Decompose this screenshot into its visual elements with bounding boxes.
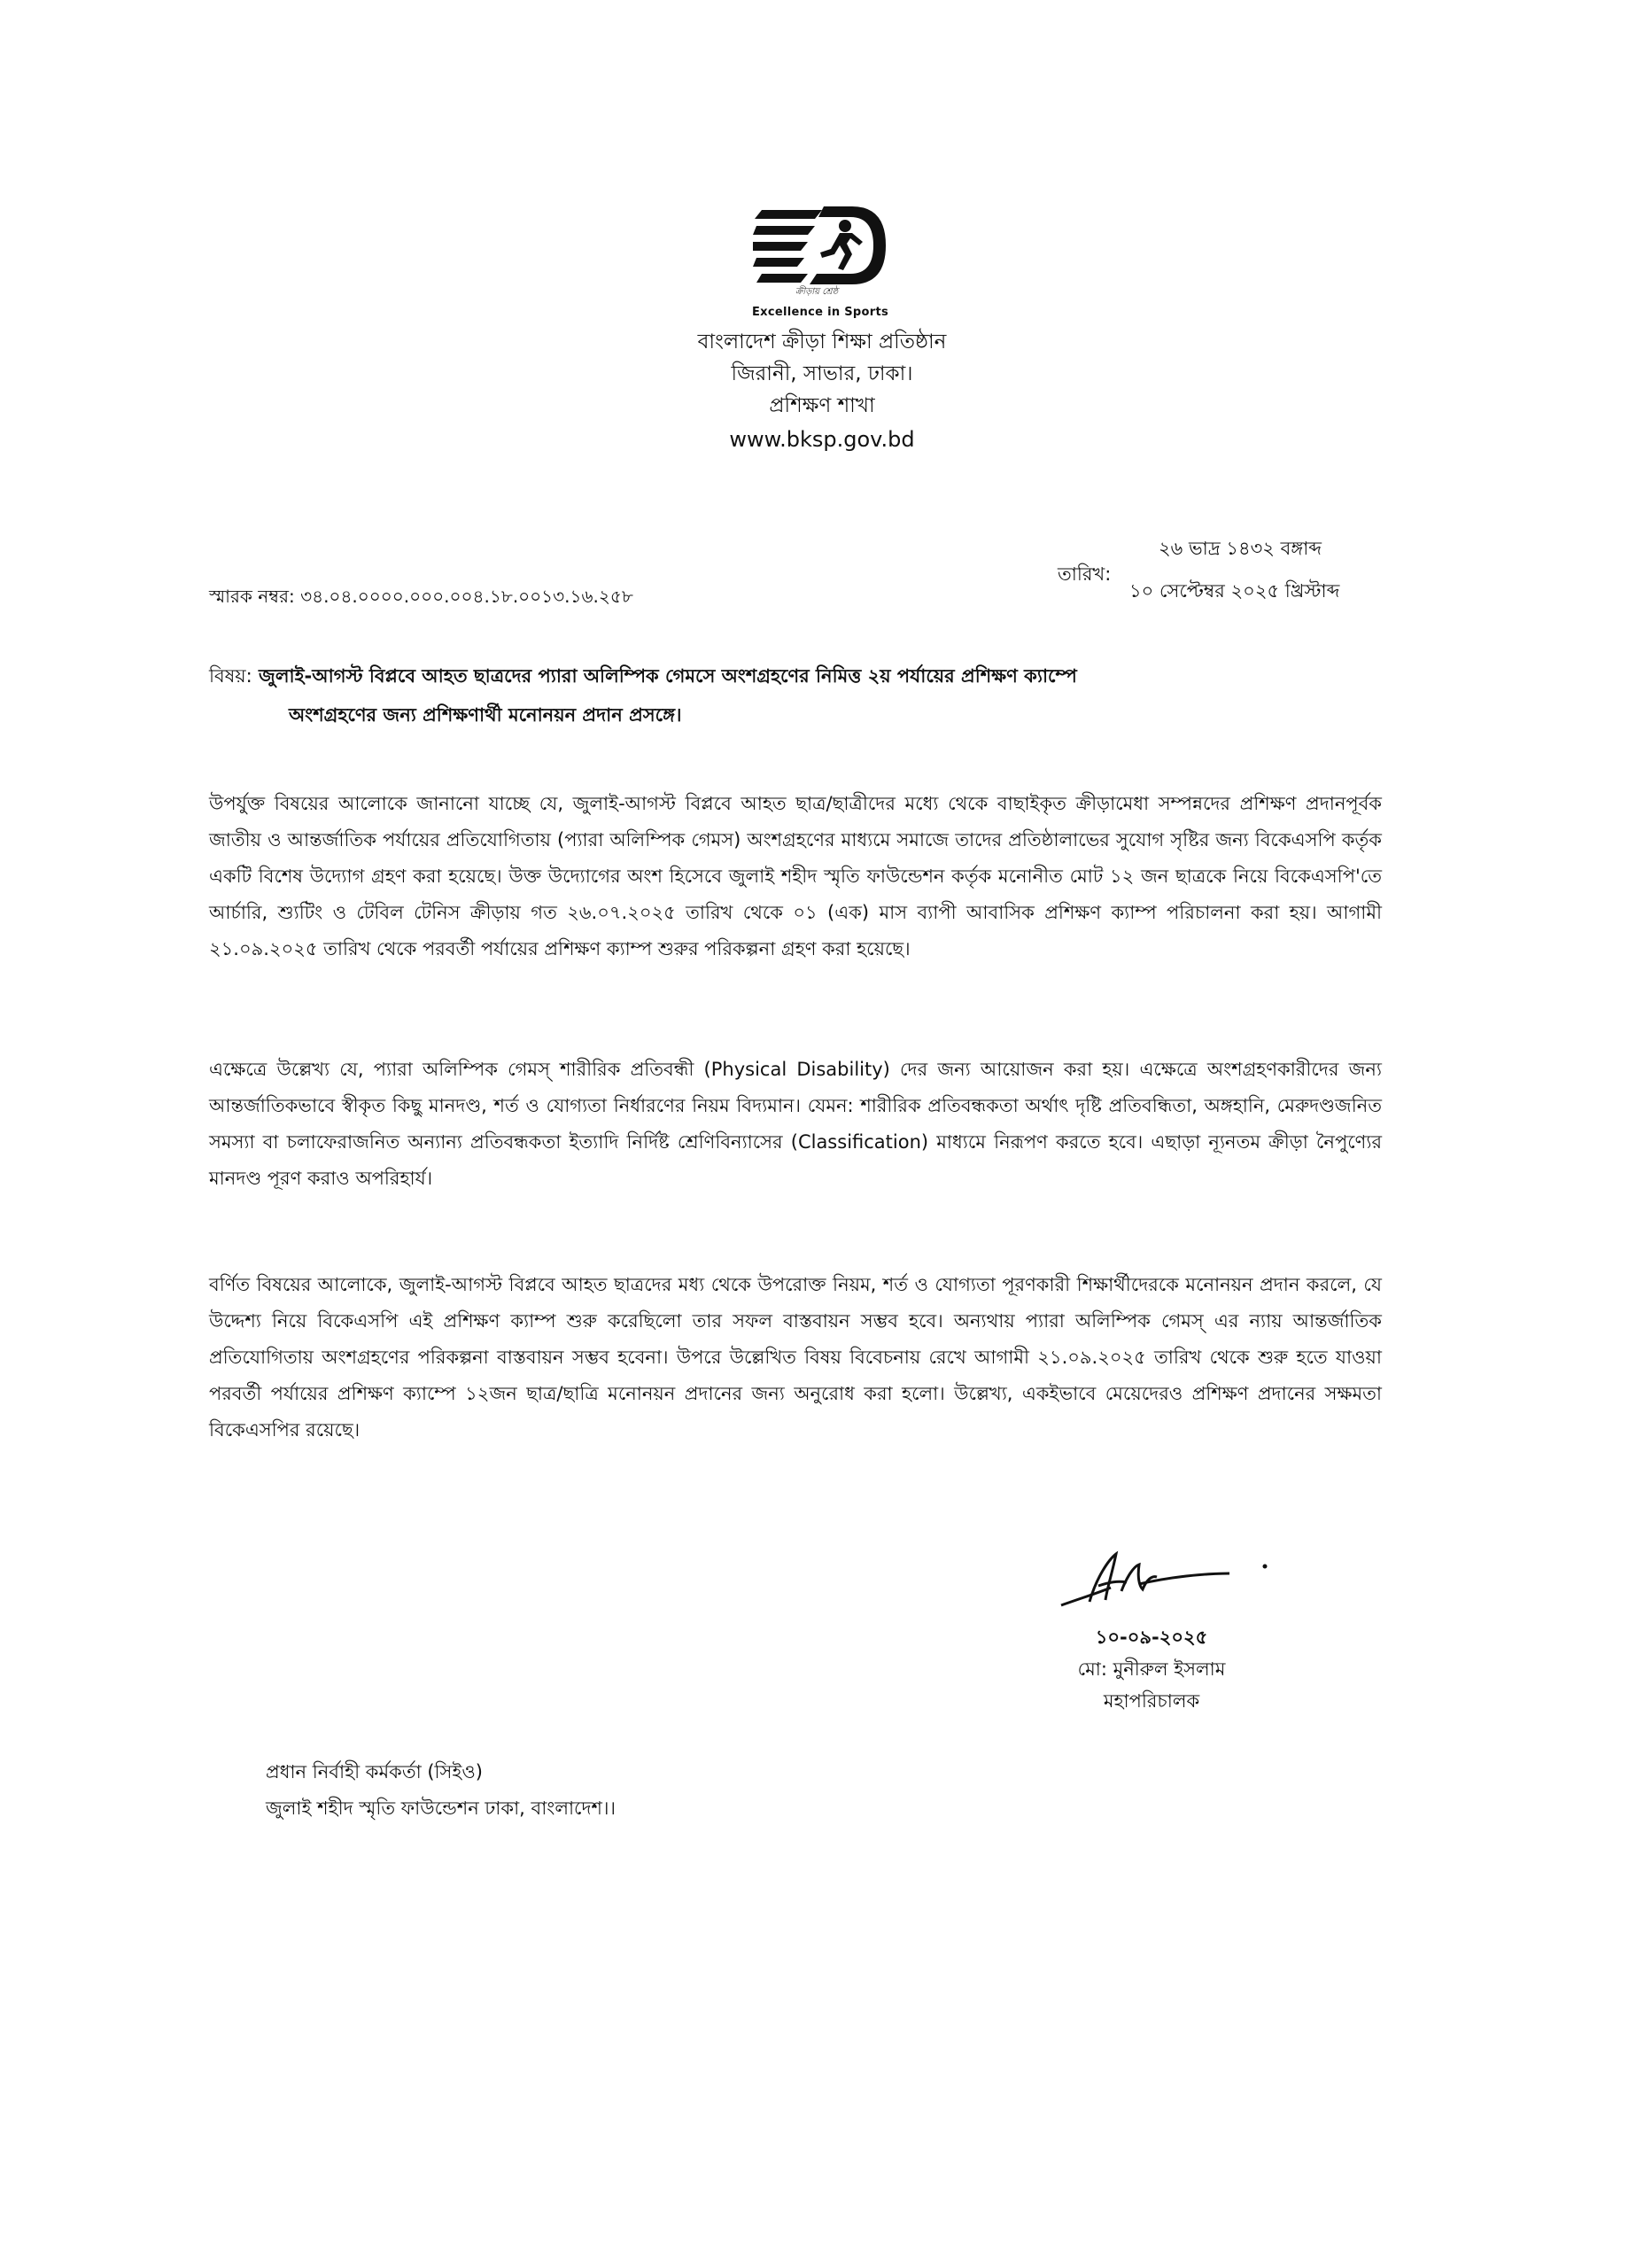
body-paragraph-1: উপর্যুক্ত বিষয়ের আলোকে জানানো যাচ্ছে যে, জুলাই-আগস্ট বিপ্লবে আহত ছাত্র/ছাত্রীদের মধ্যে থেকে বাছাইকৃত ক্রীড়ামেধা সম্পন্নদের প্রশিক্ষণ প্রদানপূর্বক জাতীয় ও আন্তর্জাতিক পর্যায়ের প্রতিযোগিতায় (প্যারা অলিম্পিক গেমস) অংশগ্রহণের মাধ্যমে সমাজে তাদের প্রতিষ্ঠালাভের সুযোগ সৃষ্টির জন্য বিকেএসপি কর্তৃক একটি বিশেষ উদ্যোগ গ্রহণ করা হয়েছে। উক্ত উদ্যোগের অংশ হিসেবে জুলাই শহীদ স্মৃতি ফাউন্ডেশন কর্তৃক মনোনীত মোট ১২ জন ছাত্রকে নিয়ে বিকেএসপি'তে আর্চারি, শ্যুটিং ও টেবিল টেনিস ক্রীড়ায় গত ২৬.০৭.২০২৫ তারিখ থেকে ০১ (এক) মাস ব্যাপী আবাসিক প্রশিক্ষণ ক্যাম্প পরিচালনা করা হয়। আগামী ২১.০৯.২০২৫ তারিখ থেকে পরবর্তী পর্যায়ের প্রশিক্ষণ ক্যাম্প শুরুর পরিকল্পনা গ্রহণ করা হয়েছে। [209,793,1382,959]
subject-label: বিষয়: [209,665,252,687]
body-paragraph-2: এক্ষেত্রে উল্লেখ্য যে, প্যারা অলিম্পিক গেমস্ শারীরিক প্রতিবন্ধী (Physical Disability) দের জন্য আয়োজন করা হয়। এক্ষেত্রে অংশগ্রহণকারীদের জন্য আন্তর্জাতিকভাবে স্বীকৃত কিছু মানদণ্ড, শর্ত ও যোগ্যতা নির্ধারণের নিয়ম বিদ্যমান। যেমন: শারীরিক প্রতিবন্ধকতা অর্থাৎ দৃষ্টি প্রতিবন্ধিতা, অঙ্গহানি, মেরুদণ্ডজনিত সমস্যা বা চলাফেরাজনিত অন্যান্য প্রতিবন্ধকতা ইত্যাদি নির্দিষ্ট শ্রেণিবিন্যাসের (Classification) মাধ্যমে নিরূপণ করতে হবে। এছাড়া ন্যূনতম ক্রীড়া নৈপুণ্যের মানদণ্ড পূরণ করাও অপরিহার্য। [209,1059,1382,1189]
date-english: ১০ সেপ্টেম্বর ২০২৫ খ্রিস্টাব্দ [1129,580,1340,602]
memo-number: স্মারক নম্বর: ৩৪.০৪.০০০০.০০০.০০৪.১৮.০০১৩.১৬.২৫৮ [209,586,633,607]
date-label: তারিখ: [1058,563,1112,585]
org-name: বাংলাদেশ ক্রীড়া শিক্ষা প্রতিষ্ঠান [697,330,947,353]
org-branch: প্রশিক্ষণ শাখা [769,394,875,417]
subject-text-1: জুলাই-আগস্ট বিপ্লবে আহত ছাত্রদের প্যারা অলিম্পিক গেমসে অংশগ্রহণের নিমিত্ত ২য় পর্যায়ের প্রশিক্ষণ ক্যাম্পে [259,665,1077,687]
body-paragraph-3: বর্ণিত বিষয়ের আলোকে, জুলাই-আগস্ট বিপ্লবে আহত ছাত্রদের মধ্য থেকে উপরোক্ত নিয়ম, শর্ত ও যোগ্যতা পূরণকারী শিক্ষার্থীদেরকে মনোনয়ন প্রদান করলে, যে উদ্দেশ্য নিয়ে বিকেএসপি এই প্রশিক্ষণ ক্যাম্প শুরু করেছিলো তার সফল বাস্তবায়ন সম্ভব হবে। অন্যথায় প্যারা অলিম্পিক গেমস্ এর ন্যায় আন্তর্জাতিক প্রতিযোগিতায় অংশগ্রহণের পরিকল্পনা বাস্তবায়ন সম্ভব হবেনা। উপরে উল্লেখিত বিষয় বিবেচনায় রেখে আগামী ২১.০৯.২০২৫ তারিখ থেকে শুরু হতে যাওয়া পরবর্তী পর্যায়ের প্রশিক্ষণ ক্যাম্পে ১২জন ছাত্র/ছাত্রি মনোনয়ন প্রদানের জন্য অনুরোধ করা হলো। উল্লেখ্য, একইভাবে মেয়েদেরও প্রশিক্ষণ প্রদানের সক্ষমতা বিকেএসপির রয়েছে। [209,1274,1382,1441]
logo-tagline-bangla: ক্রীড়ায় শ্রেষ্ঠ [795,287,839,297]
letterhead [556,326,1088,457]
org-address: জিরানী, সাভার, ঢাকা। [731,362,913,385]
logo-tagline: Excellence in Sports [751,306,889,319]
handwritten-signature-icon [1054,1542,1284,1626]
signatory-title: মহাপরিচালক [1103,1690,1200,1712]
recipient-line-1: প্রধান নির্বাহী কর্মকর্তা (সিইও) [266,1761,483,1783]
subject-line-2: অংশগ্রহণের জন্য প্রশিক্ষণার্থী মনোনয়ন প্রদান প্রসঙ্গে। [289,704,682,726]
recipient-line-2: জুলাই শহীদ স্মৃতি ফাউন্ডেশন ঢাকা, বাংলাদেশ।। [266,1798,616,1819]
bksp-runner-logo-icon [753,199,895,323]
signatory-name: মো: মুনীরুল ইসলাম [1077,1658,1226,1680]
subject [209,656,1431,734]
date-bangla: ২৬ ভাদ্র ১৪৩২ বঙ্গাব্দ [1159,538,1322,559]
subject-line-1 [209,656,1431,695]
recipient-block [266,1754,1063,1827]
org-website: www.bksp.gov.bd [729,427,915,452]
signature-block [1019,1621,1284,1717]
signature-date: ১০-০৯-২০২৫ [1095,1627,1208,1648]
